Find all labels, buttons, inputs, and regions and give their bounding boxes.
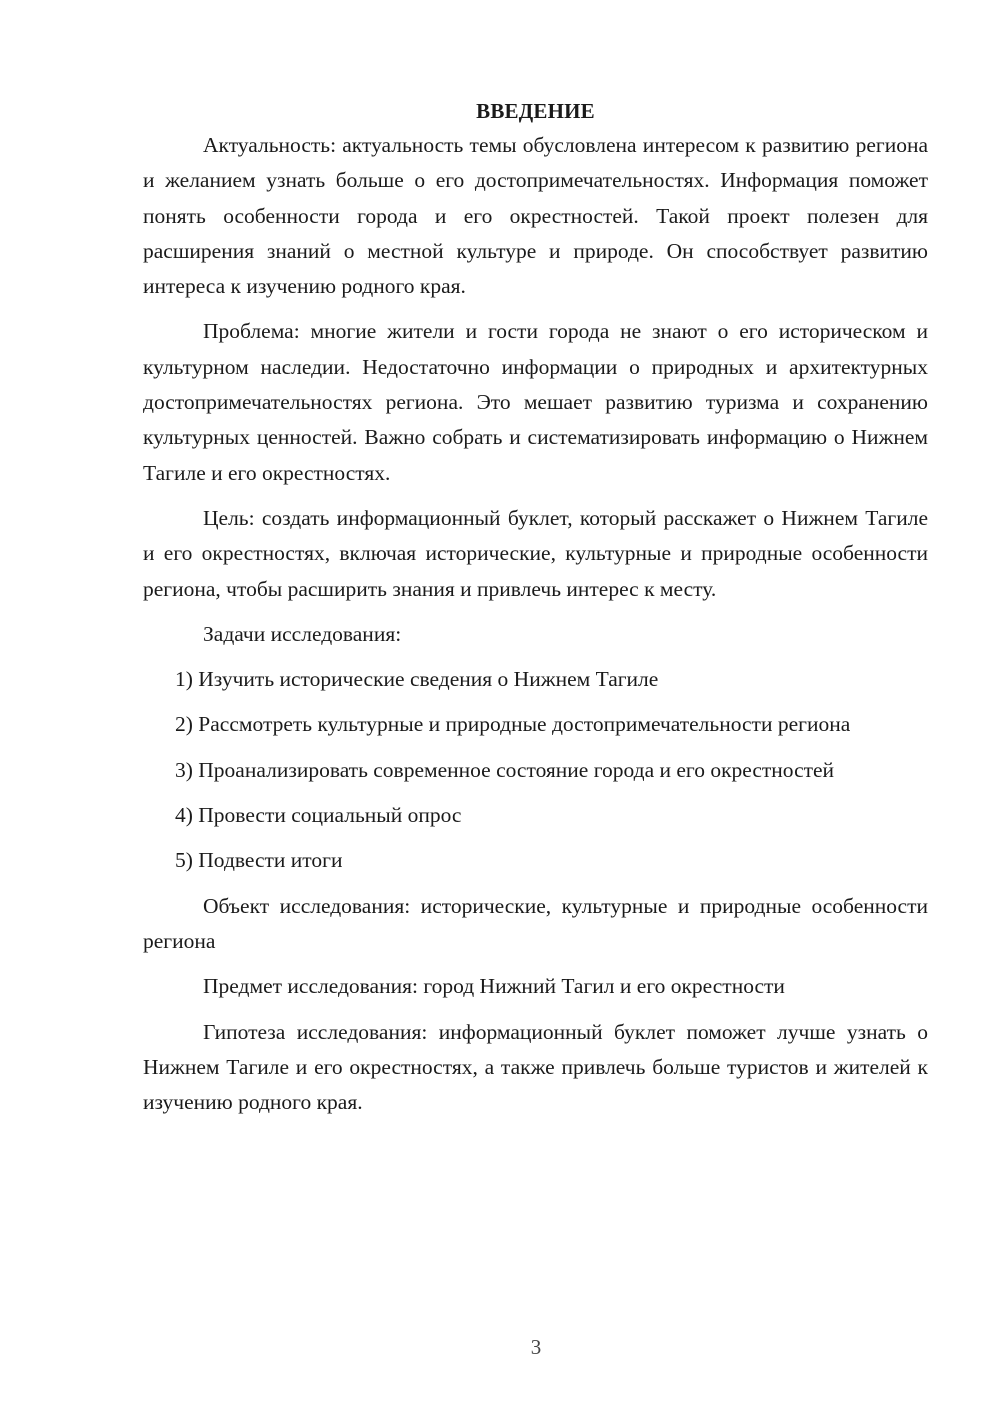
relevance-paragraph: Актуальность: актуальность темы обусловлена интересом к развитию региона и желанием узнать больше о его достопримечательностях. Информация поможет понять особенности города и его окрестностей. Такой проект полезен для расширения знаний о местной культуре и природе. Он способствует развитию интереса к изучению родного края. [143, 133, 928, 299]
task-item-4: 4) Провести социальный опрос [175, 803, 462, 828]
task-item-3: 3) Проанализировать современное состояние города и его окрестностей [175, 757, 835, 782]
section-heading: ВВЕДЕНИЕ [476, 99, 595, 123]
subject-paragraph: Предмет исследования: город Нижний Тагил и его окрестности [203, 974, 785, 999]
page-number: 3 [530, 1335, 542, 1359]
document-page [143, 96, 928, 1130]
goal-paragraph: Цель: создать информационный буклет, который расскажет о Нижнем Тагиле и его окрестностях, включая исторические, культурные и природные особенности региона, чтобы расширить знания и привлечь интерес к месту. [143, 505, 928, 601]
task-item-2: 2) Рассмотреть культурные и природные достопримечательности региона [175, 712, 851, 737]
tasks-title: Задачи исследования: [203, 621, 402, 646]
problem-paragraph: Проблема: многие жители и гости города не знают о его историческом и культурном наследии. Недостаточно информации о природных и архитектурных достопримечательностях региона. Это мешает развитию туризма и сохранению культурных ценностей. Важно собрать и систематизировать информацию о Нижнем Тагиле и его окрестностях. [143, 319, 928, 485]
object-paragraph: Объект исследования: исторические, культурные и природные особенности региона [143, 893, 928, 953]
task-item-5: 5) Подвести итоги [175, 848, 343, 873]
hypothesis-paragraph: Гипотеза исследования: информационный буклет поможет лучше узнать о Нижнем Тагиле и его окрестностях, а также привлечь больше туристов и жителей к изучению родного края. [143, 1019, 928, 1115]
task-item-1: 1) Изучить исторические сведения о Нижнем Тагиле [175, 667, 659, 692]
